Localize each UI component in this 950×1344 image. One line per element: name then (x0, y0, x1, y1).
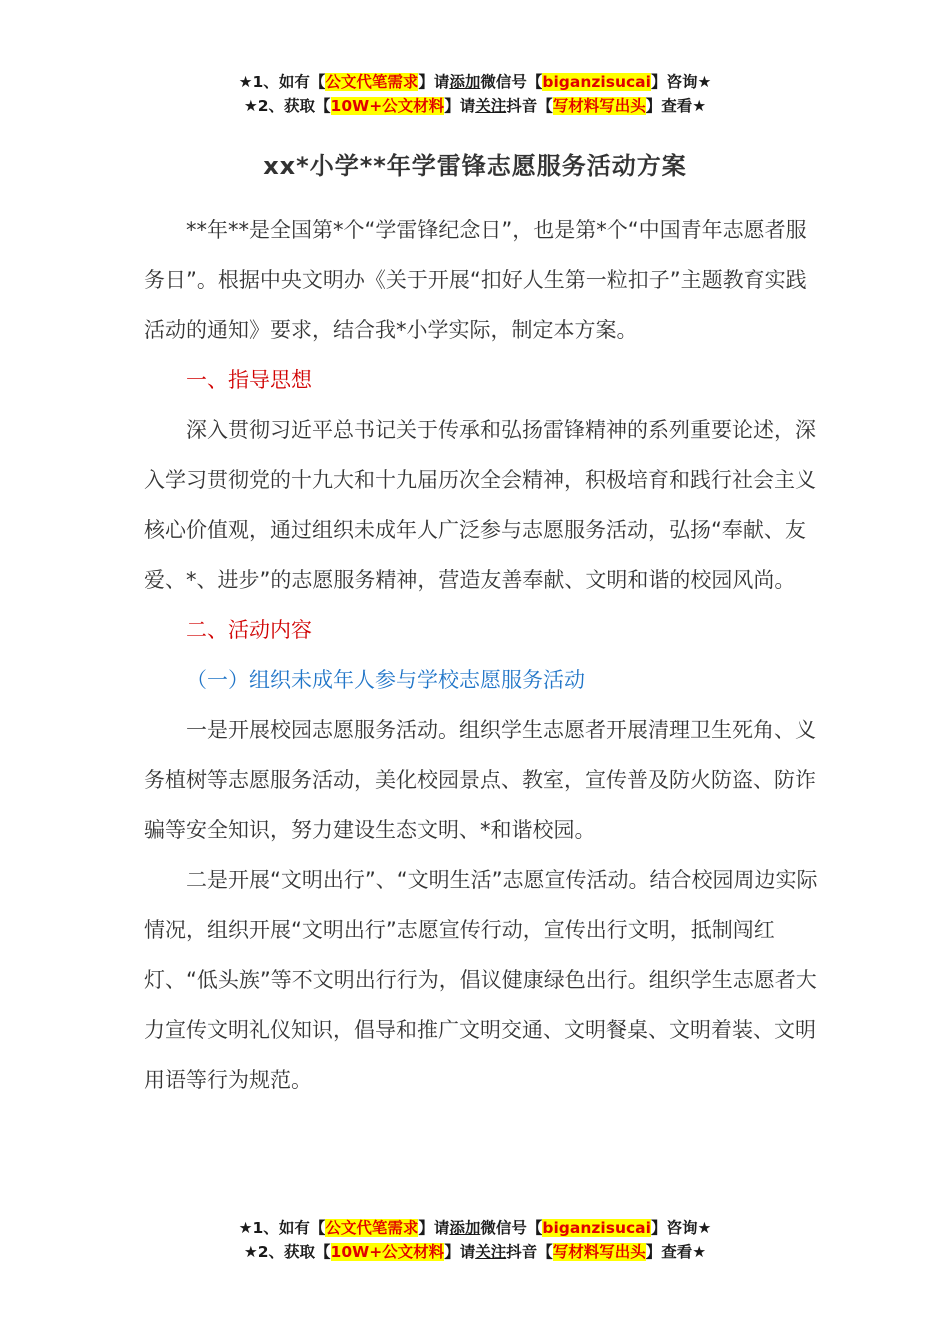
banner-number: 2、 (257, 97, 285, 115)
underlined-text: 添加 (449, 1219, 481, 1237)
banner-line-1 (0, 1216, 950, 1240)
activity-paragraph-1: 一是开展校园志愿服务活动。组织学生志愿者开展清理卫生死角、义务植树等志愿服务活动，美化校园景点、教室，宣传普及防火防盗、防诈骗等安全知识，努力建设生态文明、*和谐校园。 (144, 718, 816, 842)
guiding-thought-paragraph: 深入贯彻习近平总书记关于传承和弘扬雷锋精神的系列重要论述，深入学习贯彻党的十九大和十九届历次全会精神，积极培育和践行社会主义核心价值观，通过组织未成年人广泛参与志愿服务活动，弘扬“奉献、友爱、*、进步”的志愿服务精神，营造友善奉献、文明和谐的校园风尚。 (144, 418, 816, 592)
banner-text: 抖音【 (506, 97, 553, 115)
document-title: xx*小学**年学雷锋志愿服务活动方案 (263, 152, 687, 180)
star-icon: ★ (238, 73, 253, 91)
banner-number: 1、 (252, 73, 279, 91)
section-heading-guiding-thought: 一、指导思想 (186, 368, 312, 392)
banner-text: 微信号【 (480, 73, 543, 91)
banner-text: 如有【 (278, 73, 326, 91)
document-body (144, 205, 824, 1105)
banner-text: 如有【 (278, 1219, 326, 1237)
subsection-heading: （一）组织未成年人参与学校志愿服务活动 (186, 668, 585, 692)
star-icon: ★ (692, 97, 707, 115)
star-icon: ★ (243, 1243, 258, 1261)
underlined-text: 关注 (475, 1243, 507, 1261)
banner-text: 】咨询 (650, 1219, 698, 1237)
banner-line-2 (0, 1240, 950, 1264)
star-icon: ★ (692, 1243, 707, 1261)
banner-text: 】请 (444, 97, 476, 115)
banner-text: 】咨询 (650, 73, 698, 91)
highlight-service: 公文代笔需求 (325, 1219, 419, 1237)
highlight-douyin: 写材料写出头 (552, 97, 646, 115)
highlight-wechat-id: biganzisucai (542, 73, 651, 91)
highlight-douyin: 写材料写出头 (552, 1243, 646, 1261)
star-icon: ★ (238, 1219, 253, 1237)
banner-number: 1、 (252, 1219, 279, 1237)
star-icon: ★ (243, 97, 258, 115)
star-icon: ★ (697, 1219, 712, 1237)
banner-number: 2、 (257, 1243, 285, 1261)
intro-paragraph: **年**是全国第*个“学雷锋纪念日”，也是第*个“中国青年志愿者服务日”。根据中央文明办《关于开展“扣好人生第一粒扣子”主题教育实践活动的通知》要求，结合我*小学实际，制定本方案。 (144, 218, 807, 342)
banner-text: 微信号【 (480, 1219, 543, 1237)
star-icon: ★ (697, 73, 712, 91)
banner-text: 】查看 (645, 97, 693, 115)
highlight-wechat-id: biganzisucai (542, 1219, 651, 1237)
banner-text: 抖音【 (506, 1243, 553, 1261)
banner-text: 获取【 (284, 97, 331, 115)
banner-line-1 (0, 70, 950, 94)
section-heading-activity-content: 二、活动内容 (186, 618, 312, 642)
banner-line-2 (0, 94, 950, 118)
banner-text: 获取【 (284, 1243, 331, 1261)
banner-text: 】请 (444, 1243, 476, 1261)
underlined-text: 添加 (449, 73, 481, 91)
header-banner (0, 70, 950, 118)
banner-text: 】查看 (645, 1243, 693, 1261)
highlight-materials: 10W+公文材料 (330, 97, 445, 115)
highlight-service: 公文代笔需求 (325, 73, 419, 91)
underlined-text: 关注 (475, 97, 507, 115)
banner-text: 】请 (418, 1219, 450, 1237)
highlight-materials: 10W+公文材料 (330, 1243, 445, 1261)
activity-paragraph-2: 二是开展“文明出行”、“文明生活”志愿宣传活动。结合校园周边实际情况，组织开展“文明出行”志愿宣传行动，宣传出行文明，抵制闯红灯、“低头族”等不文明出行行为，倡议健康绿色出行。组织学生志愿者大力宣传文明礼仪知识，倡导和推广文明交通、文明餐桌、文明着装、文明用语等行为规范。 (144, 868, 818, 1092)
footer-banner (0, 1216, 950, 1264)
banner-text: 】请 (418, 73, 450, 91)
